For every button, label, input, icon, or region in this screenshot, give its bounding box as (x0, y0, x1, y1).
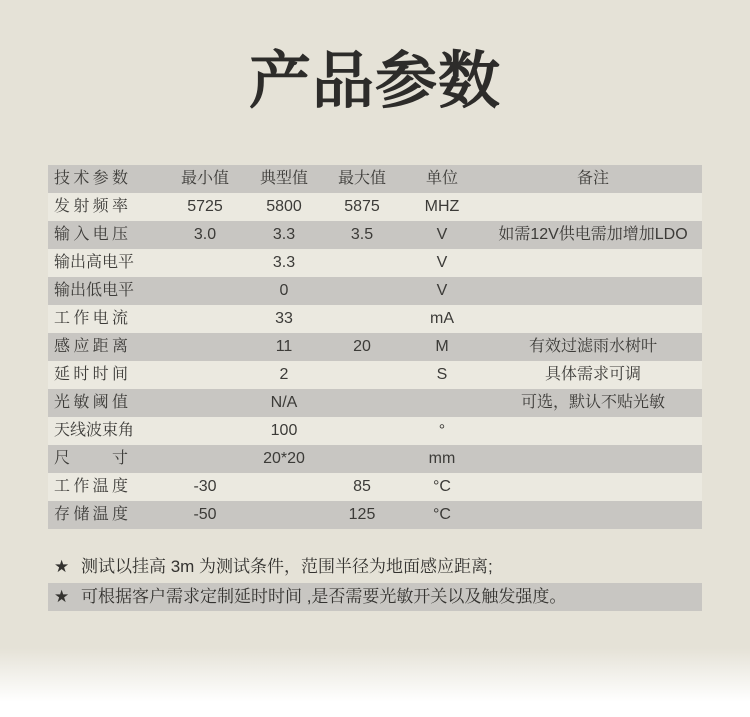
footnote-text: 可根据客户需求定制延时时间 ,是否需要光敏开关以及触发强度。 (80, 587, 567, 606)
typical-value: 3.3 (272, 254, 296, 271)
typical-value: 5800 (266, 198, 302, 215)
table-row (48, 473, 702, 501)
unit-value: V (436, 282, 448, 299)
min-value: -50 (193, 506, 217, 523)
col-header-unit: 单位 (425, 170, 458, 187)
col-header-typical: 典型值 (259, 170, 308, 187)
unit-value: S (436, 366, 448, 383)
max-value: 20 (353, 338, 371, 355)
min-value: 3.0 (193, 226, 217, 243)
param-name: 存储温度 (54, 505, 128, 523)
col-header-param-label: 技术参数 (54, 169, 128, 187)
unit-value: mA (430, 310, 454, 327)
unit-value: MHZ (424, 198, 460, 215)
footnotes (48, 553, 702, 611)
typical-value: 20*20 (263, 450, 305, 467)
param-name: 天线波束角 (54, 421, 135, 439)
table-row (48, 333, 702, 361)
unit-value: ° (438, 422, 446, 439)
param-cell (48, 473, 166, 501)
table-row (48, 193, 702, 221)
max-value: 85 (353, 478, 371, 495)
max-value: 3.5 (350, 226, 374, 243)
typical-value: 11 (275, 338, 293, 355)
typical-value: 3.3 (272, 226, 296, 243)
unit-value: mm (428, 450, 456, 467)
unit-value: °C (433, 506, 451, 523)
table-row (48, 305, 702, 333)
table-row (48, 501, 702, 529)
param-name: 输出高电平 (54, 253, 135, 271)
min-value: 5725 (187, 198, 223, 215)
param-name: 工作温度 (54, 477, 128, 495)
param-name: 延时时间 (54, 365, 128, 383)
param-name: 光敏阈值 (54, 393, 128, 411)
table-row (48, 417, 702, 445)
max-value: 5875 (344, 198, 380, 215)
typical-value: 2 (279, 366, 289, 383)
typical-value: 100 (270, 422, 298, 439)
table-row (48, 277, 702, 305)
unit-value: V (436, 254, 448, 271)
param-cell (48, 305, 166, 333)
note-value: 如需12V供电需加增加LDO (498, 226, 688, 243)
page-title: 产品参数 (248, 47, 501, 116)
param-name: 输入电压 (54, 225, 128, 243)
table-row (48, 249, 702, 277)
col-header-max: 最大值 (337, 170, 386, 187)
table-header-row (48, 165, 702, 193)
unit-value: °C (433, 478, 451, 495)
spec-table-body (48, 193, 702, 529)
param-name: 发射频率 (54, 197, 128, 215)
unit-value: V (436, 226, 448, 243)
star-icon: ★ (54, 557, 70, 576)
typical-value: 0 (279, 282, 289, 299)
table-row (48, 361, 702, 389)
unit-value: M (435, 338, 449, 355)
param-cell (48, 221, 166, 249)
param-cell (48, 277, 166, 305)
param-cell (48, 193, 166, 221)
param-cell (48, 389, 166, 417)
footnote (48, 583, 702, 611)
col-header-min: 最小值 (180, 170, 229, 187)
table-row (48, 389, 702, 417)
note-value: 具体需求可调 (544, 366, 641, 383)
footnote (48, 553, 702, 581)
col-header-param (48, 165, 166, 193)
star-icon: ★ (54, 587, 70, 606)
param-name: 工作电流 (54, 309, 128, 327)
min-value: -30 (193, 478, 217, 495)
table-row (48, 221, 702, 249)
table-row (48, 445, 702, 473)
param-name: 感应距离 (54, 337, 128, 355)
note-value: 有效过滤雨水树叶 (528, 338, 657, 355)
col-header-note: 备注 (576, 170, 609, 187)
param-cell (48, 333, 166, 361)
param-cell (48, 417, 166, 445)
footnote-text: 测试以挂高 3m 为测试条件，范围半径为地面感应距离; (80, 557, 493, 576)
note-value: 可选，默认不贴光敏 (520, 394, 665, 411)
spec-table (48, 165, 702, 529)
typical-value: 33 (275, 310, 293, 327)
max-value: 125 (348, 506, 376, 523)
param-cell (48, 361, 166, 389)
param-name: 尺寸 (54, 449, 128, 467)
param-name: 输出低电平 (54, 281, 135, 299)
param-cell (48, 445, 166, 473)
param-cell (48, 249, 166, 277)
typical-value: N/A (270, 394, 298, 411)
param-cell (48, 501, 166, 529)
